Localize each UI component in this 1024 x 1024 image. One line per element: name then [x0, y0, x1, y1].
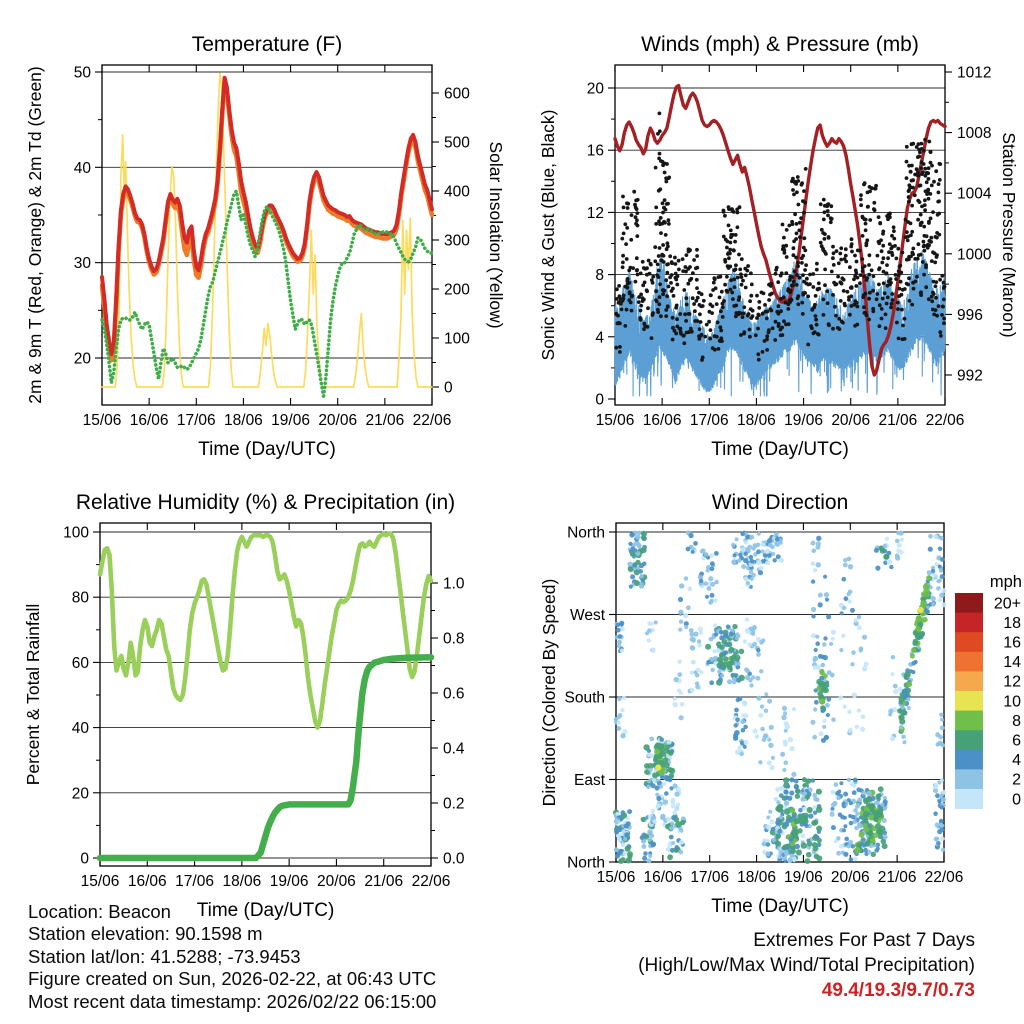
direction-tick-label: West: [569, 607, 605, 624]
colorbar-band-label: 20+: [993, 595, 1021, 613]
colorbar-unit-label: mph: [989, 573, 1022, 591]
y-right-tick-label: 0.4: [443, 740, 465, 758]
y-left-tick-label: 60: [71, 654, 89, 672]
x-tick-label: 19/06: [269, 873, 309, 890]
colorbar-band-label: 10: [1003, 693, 1021, 711]
colorbar-band-label: 6: [1012, 732, 1021, 750]
x-axis-title: Time (Day/UTC): [196, 900, 335, 921]
y-right-tick-label: 1012: [957, 64, 992, 82]
figure-created-timestamp: Figure created on Sun, 2026-02-22, at 06:43 UTC: [28, 968, 437, 990]
direction-tick-label: East: [573, 772, 605, 789]
x-tick-label: 16/06: [127, 873, 167, 890]
y-right-tick-label: 300: [444, 232, 470, 250]
y-right-tick-label: 1008: [957, 125, 992, 143]
y-left-tick-label: 40: [73, 159, 91, 177]
y-left-axis-title: Percent & Total Rainfall: [23, 603, 43, 786]
x-tick-label: 18/06: [222, 873, 262, 890]
station-latlon: Station lat/lon: 41.5288; -73.9453: [28, 945, 301, 967]
x-tick-label: 20/06: [831, 412, 871, 429]
extremes-title: Extremes For Past 7 Days: [753, 930, 975, 951]
colorbar-band-label: 8: [1012, 712, 1021, 730]
y-left-tick-label: 30: [73, 255, 91, 273]
colorbar-band-label: 18: [1003, 614, 1021, 632]
temperature-series: [102, 73, 432, 396]
y-right-tick-label: 0: [444, 379, 453, 397]
x-tick-label: 21/06: [365, 412, 405, 429]
y-left-tick-label: 8: [595, 267, 604, 285]
x-tick-label: 17/06: [175, 873, 214, 890]
x-tick-label: 22/06: [924, 869, 964, 886]
humidity-series: [100, 534, 431, 858]
x-tick-label: 18/06: [224, 412, 263, 429]
x-tick-label: 18/06: [737, 412, 776, 429]
y-right-tick-label: 0.8: [443, 630, 465, 648]
x-tick-label: 20/06: [830, 869, 870, 886]
x-axis-title: Time (Day/UTC): [198, 439, 336, 460]
y-right-tick-label: 1000: [957, 246, 992, 264]
station-location: Location: Beacon: [28, 901, 171, 922]
y-left-tick-label: 0: [595, 391, 604, 409]
x-tick-label: 15/06: [82, 412, 122, 429]
chart-title: Relative Humidity (%) & Precipitation (in): [75, 491, 456, 514]
x-tick-label: 17/06: [690, 869, 730, 886]
t9m-temperature-line: [102, 82, 432, 360]
station-elevation: Station elevation: 90.1598 m: [28, 923, 263, 945]
x-tick-label: 21/06: [878, 412, 918, 429]
y-left-tick-label: 20: [586, 80, 604, 98]
x-axis-title: Time (Day/UTC): [711, 896, 849, 917]
y-right-tick-label: 1.0: [443, 575, 465, 593]
chart-title: Temperature (F): [191, 33, 343, 56]
colorbar-band-label: 12: [1003, 673, 1021, 691]
extremes-values: 49.4/19.3/9.7/0.73: [821, 980, 975, 1001]
y-right-axis-title: Station Pressure (Maroon): [999, 132, 1019, 338]
y-left-tick-label: 20: [73, 350, 91, 368]
y-left-tick-label: 12: [586, 204, 604, 222]
x-tick-label: 22/06: [411, 873, 451, 890]
winds-pressure-chart: [538, 33, 1019, 460]
y-left-tick-label: 4: [595, 329, 604, 347]
x-tick-label: 21/06: [877, 869, 917, 886]
y-left-axis-title: 2m & 9m T (Red, Orange) & 2m Td (Green): [25, 66, 45, 404]
y-left-tick-label: 50: [73, 64, 91, 82]
speed-colorbar: [955, 573, 1022, 809]
direction-tick-label: North: [567, 854, 605, 872]
y-left-axis-title: Sonic Wind & Gust (Blue, Black): [538, 109, 558, 361]
direction-tick-label: North: [567, 524, 605, 542]
extremes-subtitle: (High/Low/Max Wind/Total Precipitation): [638, 955, 975, 976]
colorbar-band-label: 4: [1012, 752, 1021, 770]
y-right-tick-label: 400: [444, 183, 470, 201]
latest-data-timestamp: Most recent data timestamp: 2026/02/22 06:15:00: [28, 990, 437, 1012]
y-left-tick-label: 100: [63, 524, 89, 542]
y-right-tick-label: 0.2: [443, 795, 465, 813]
y-left-tick-label: 0: [80, 850, 89, 868]
y-right-tick-label: 0.0: [443, 850, 465, 868]
winds-series: [615, 86, 945, 396]
x-tick-label: 17/06: [689, 412, 729, 429]
x-tick-label: 22/06: [412, 412, 452, 429]
y-right-tick-label: 500: [444, 134, 470, 152]
y-right-tick-label: 600: [444, 85, 470, 103]
direction-tick-label: South: [564, 689, 605, 707]
y-left-axis-title: Direction (Colored By Speed): [539, 578, 559, 807]
x-tick-label: 19/06: [784, 869, 823, 886]
y-right-tick-label: 0.6: [443, 685, 465, 703]
colorbar-band-label: 16: [1003, 634, 1021, 652]
x-tick-label: 18/06: [737, 869, 776, 886]
station-metadata: [28, 901, 436, 1013]
total-rainfall-line: [100, 657, 431, 858]
chart-title: Wind Direction: [711, 491, 849, 514]
y-left-tick-label: 40: [71, 720, 89, 738]
y-right-tick-label: 992: [957, 367, 983, 385]
x-tick-label: 15/06: [596, 869, 636, 886]
extremes-block: [560, 928, 975, 1003]
chart-title: Winds (mph) & Pressure (mb): [641, 33, 919, 56]
y-right-tick-label: 996: [957, 306, 983, 324]
colorbar-band-label: 2: [1012, 771, 1021, 789]
x-tick-label: 16/06: [642, 412, 682, 429]
x-tick-label: 16/06: [643, 869, 683, 886]
y-left-tick-label: 20: [71, 785, 89, 803]
temperature-chart: [25, 33, 506, 460]
y-right-tick-label: 1004: [957, 185, 992, 203]
x-tick-label: 19/06: [784, 412, 823, 429]
x-tick-label: 20/06: [318, 412, 358, 429]
y-left-tick-label: 80: [71, 589, 89, 607]
x-tick-label: 19/06: [271, 412, 310, 429]
y-right-tick-label: 100: [444, 330, 470, 348]
x-tick-label: 17/06: [176, 412, 216, 429]
y-right-axis-title: Solar Insolation (Yellow): [486, 141, 506, 329]
relative-humidity-line: [100, 534, 431, 728]
x-tick-label: 20/06: [317, 873, 356, 890]
colorbar-band-label: 0: [1012, 791, 1021, 809]
x-tick-label: 15/06: [595, 412, 635, 429]
x-tick-label: 15/06: [80, 873, 120, 890]
x-axis-title: Time (Day/UTC): [711, 439, 849, 460]
y-right-tick-label: 200: [444, 281, 470, 299]
x-tick-label: 16/06: [129, 412, 169, 429]
colorbar-band-label: 14: [1003, 654, 1021, 672]
x-tick-label: 21/06: [364, 873, 404, 890]
x-tick-label: 22/06: [925, 412, 965, 429]
dewpoint-line: [102, 191, 432, 396]
y-left-tick-label: 16: [586, 142, 604, 160]
